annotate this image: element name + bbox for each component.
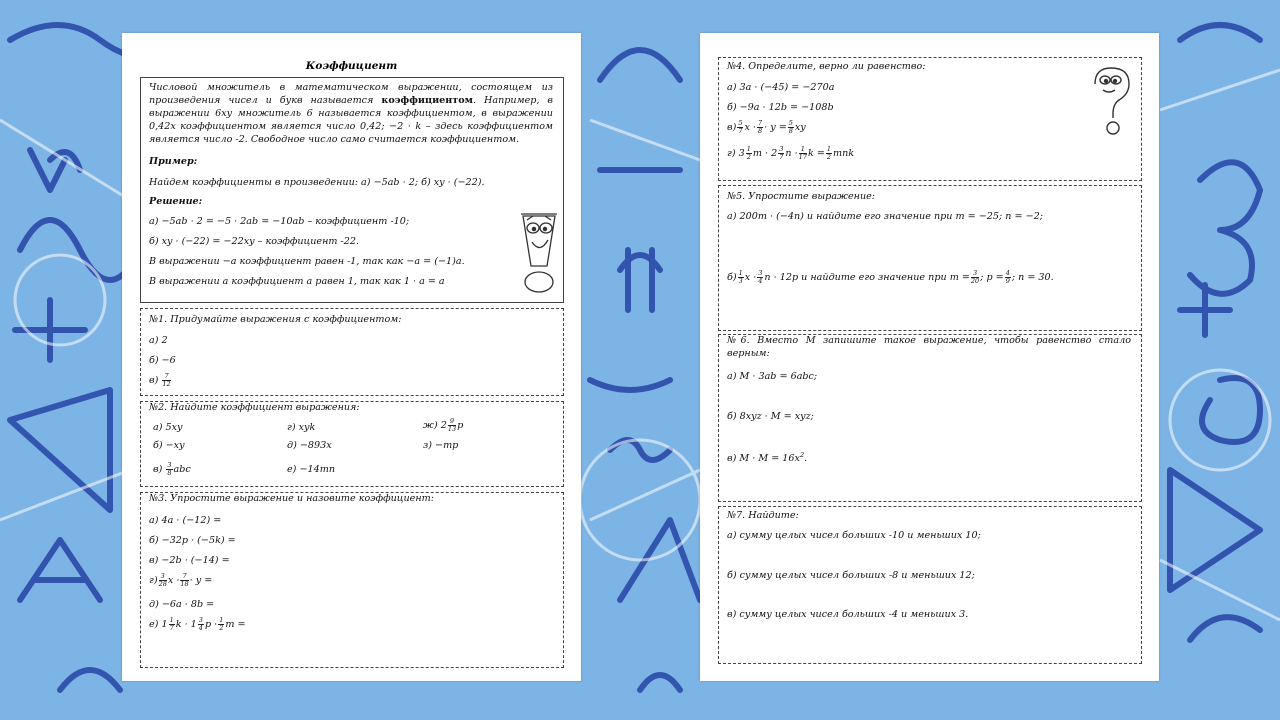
task-5-item-a: а) 200m · (−4n) и найдите его значение при m = −25; n = −2; — [727, 211, 1043, 222]
fraction-denominator: 7 — [779, 152, 784, 161]
solution-line: а) −5ab · 2 = −5 · 2ab = −10ab – коэффициент -10; — [149, 216, 410, 227]
task-5-box — [718, 185, 1142, 331]
fraction — [826, 146, 832, 161]
task-1-item-b: б) −6 — [149, 355, 176, 366]
fraction-numerator: 3 — [198, 616, 203, 624]
task-4-box — [718, 57, 1142, 181]
task-2-item-g: г) xyk — [287, 422, 316, 433]
item-text: n · — [785, 147, 798, 159]
task-3-heading: №3. Упростите выражение и назовите коэффициент: — [149, 493, 434, 504]
item-text: p · — [204, 618, 218, 630]
task-6-item-b: б) 8xyz · M = xyz; — [727, 411, 814, 422]
solution-line: В выражении −a коэффициент равен -1, так как −a = (−1)a. — [149, 256, 465, 267]
solution-line: б) xy · (−22) = −22xy – коэффициент -22. — [149, 236, 360, 247]
fraction — [788, 120, 794, 135]
task-5-item-b — [727, 270, 1054, 285]
item-label: г) 3 — [727, 147, 745, 159]
fraction-denominator: 12 — [162, 379, 171, 388]
fraction-numerator: 1 — [799, 146, 807, 154]
exponent: 2 — [799, 451, 805, 459]
item-text: в) M · M = 16x — [727, 453, 800, 465]
fraction-denominator: 7 — [738, 126, 743, 135]
item-label: в) — [727, 121, 737, 133]
fraction-denominator: 17 — [798, 152, 807, 161]
fraction — [166, 462, 172, 477]
fraction-denominator: 9 — [1005, 276, 1010, 285]
fraction-denominator: 2 — [219, 623, 224, 632]
item-text: k = — [807, 147, 825, 159]
task-3-item-g — [149, 573, 212, 588]
fraction-numerator: 3 — [758, 269, 763, 277]
task-6-box — [718, 334, 1142, 502]
task-3-box — [140, 492, 564, 668]
fraction-denominator: 7 — [169, 623, 174, 632]
theory-box — [140, 77, 564, 303]
fraction-denominator: 2 — [826, 152, 831, 161]
item-text: xy — [794, 121, 806, 133]
fraction — [746, 146, 752, 161]
item-text: · y = — [764, 121, 787, 133]
fraction-numerator: 9 — [448, 418, 456, 426]
page-title: Коэффициент — [305, 60, 398, 72]
fraction-numerator: 7 — [180, 573, 188, 581]
task-7-item-a: а) сумму целых чисел больших -10 и меньших 10; — [727, 530, 981, 541]
task-7-item-c: в) сумму целых чисел больших -4 и меньших 3. — [727, 609, 969, 620]
item-label: е) 1 — [149, 618, 168, 630]
item-label: ж) 2 — [423, 419, 447, 431]
task-2-item-z: з) −mp — [423, 440, 459, 451]
fraction — [737, 120, 743, 135]
item-text: x · — [167, 574, 180, 586]
fraction — [778, 146, 784, 161]
item-text: m = — [225, 618, 246, 630]
task-4-item-g — [727, 146, 854, 161]
item-suffix: abc — [173, 463, 191, 475]
fraction-numerator: 1 — [738, 269, 743, 277]
example-text: Найдем коэффициенты в произведении: а) −5ab · 2; б) xy · (−22). — [149, 177, 485, 188]
fraction-denominator: 20 — [970, 276, 980, 285]
fraction — [1005, 270, 1011, 285]
item-text: x · — [744, 121, 756, 133]
item-text: k · 1 — [175, 618, 197, 630]
fraction-numerator: 1 — [826, 145, 831, 153]
fraction-numerator: 1 — [746, 145, 751, 153]
item-label: г) — [149, 574, 158, 586]
item-text: ; n = 30. — [1011, 271, 1054, 283]
item-text: . — [804, 453, 808, 465]
task-2-item-d: д) −893x — [287, 440, 332, 451]
question-mark-mascot-icon — [1085, 64, 1135, 136]
cartoon-pencil-icon — [517, 208, 561, 294]
item-text: m · 2 — [752, 147, 778, 159]
fraction — [180, 573, 188, 588]
fraction-numerator: 1 — [219, 616, 224, 624]
fraction — [159, 573, 167, 588]
fraction-numerator: 5 — [738, 119, 743, 127]
fraction-denominator: 4 — [198, 623, 203, 632]
item-text: n · 12p и найдите его значение при m = — [764, 271, 970, 283]
task-3-item-e — [149, 617, 246, 632]
fraction-numerator: 1 — [169, 616, 174, 624]
definition-term: коэффициентом — [381, 94, 473, 106]
task-2-item-c — [153, 462, 191, 477]
task-1-heading: №1. Придумайте выражения с коэффициентом: — [149, 314, 402, 325]
example-heading: Пример: — [149, 156, 198, 167]
item-label: б) — [727, 271, 737, 283]
fraction-denominator: 28 — [158, 579, 167, 588]
fraction — [738, 270, 744, 285]
task-2-box — [140, 401, 564, 487]
task-3-item-b: б) −32p · (−5k) = — [149, 535, 236, 546]
fraction-denominator: 3 — [738, 276, 743, 285]
fraction — [757, 270, 763, 285]
fraction-numerator: 3 — [167, 461, 172, 469]
task-4-item-b: б) −9a · 12b = −108b — [727, 102, 834, 113]
task-4-heading: №4. Определите, верно ли равенство: — [727, 61, 926, 72]
fraction-numerator: 4 — [1005, 269, 1010, 277]
task-6-heading: №6. Вместо М запишите такое выражение, чтобы равенство стало верным: — [727, 335, 1131, 359]
item-text: · y = — [189, 574, 213, 586]
item-suffix: p — [457, 419, 464, 431]
fraction-numerator: 5 — [788, 119, 793, 127]
task-3-item-c: в) −2b · (−14) = — [149, 555, 230, 566]
task-1-item-a: а) 2 — [149, 335, 168, 346]
worksheet-right — [700, 33, 1159, 681]
task-7-heading: №7. Найдите: — [727, 510, 799, 521]
worksheet-left — [122, 33, 581, 681]
fraction-denominator: 8 — [167, 468, 172, 477]
task-2-item-a: а) 5xy — [153, 422, 183, 433]
solution-heading: Решение: — [149, 196, 203, 207]
fraction — [218, 617, 224, 632]
fraction-denominator: 8 — [788, 126, 793, 135]
task-2-item-b: б) −xy — [153, 440, 185, 451]
task-1-item-c — [149, 373, 172, 388]
task-7-box — [718, 506, 1142, 664]
definition-part-2: . Например, в выражении 6xy множитель 6 называется коэффициентом, в выражении 0,42x коэффициентом является число 0,42; −2 · k – здесь коэффициентом является число -2. Свободное число само считается коэффициентом. — [149, 94, 554, 145]
fraction-denominator: 8 — [757, 126, 763, 135]
task-5-heading: №5. Упростите выражение: — [727, 191, 876, 202]
task-1-box — [140, 308, 564, 396]
item-text: ; p = — [980, 271, 1004, 283]
fraction — [169, 617, 175, 632]
item-text: x · — [744, 271, 757, 283]
task-7-item-b: б) сумму целых чисел больших -8 и меньших 12; — [727, 570, 975, 581]
fraction — [198, 617, 204, 632]
fraction-numerator: 3 — [779, 145, 784, 153]
fraction-numerator: 3 — [971, 270, 979, 278]
fraction — [448, 418, 456, 433]
fraction — [162, 373, 170, 388]
fraction — [757, 120, 763, 135]
item-text: mnk — [833, 147, 855, 159]
task-6-item-a: а) M · 3ab = 6abc; — [727, 371, 818, 382]
fraction — [971, 270, 979, 285]
task-4-item-a: а) 3a · (−45) = −270a — [727, 82, 835, 93]
task-3-item-a: а) 4a · (−12) = — [149, 515, 222, 526]
fraction-denominator: 2 — [746, 152, 751, 161]
definition-part-1: Числовой множитель в математическом выражении, состоящем из произведения чисел и букв называется — [149, 82, 553, 106]
definition-text — [149, 82, 553, 147]
task-3-item-d: д) −6a · 8b = — [149, 599, 215, 610]
fraction — [799, 146, 807, 161]
fraction-numerator: 7 — [162, 373, 170, 381]
task-4-item-c — [727, 120, 806, 135]
task-2-heading: №2. Найдите коэффициент выражения: — [149, 402, 360, 413]
item-label: в) — [153, 463, 163, 475]
task-6-item-c — [727, 451, 807, 466]
fraction-numerator: 7 — [757, 119, 763, 127]
fraction-denominator: 18 — [180, 579, 189, 588]
fraction-denominator: 13 — [447, 424, 457, 433]
fraction-denominator: 4 — [758, 276, 763, 285]
solution-line: В выражении a коэффициент а равен 1, так как 1 · a = a — [149, 276, 445, 287]
item-label: в) — [149, 374, 159, 386]
fraction-numerator: 3 — [159, 573, 167, 581]
task-2-item-e: е) −14mn — [287, 464, 335, 475]
task-2-item-zh — [423, 418, 463, 433]
